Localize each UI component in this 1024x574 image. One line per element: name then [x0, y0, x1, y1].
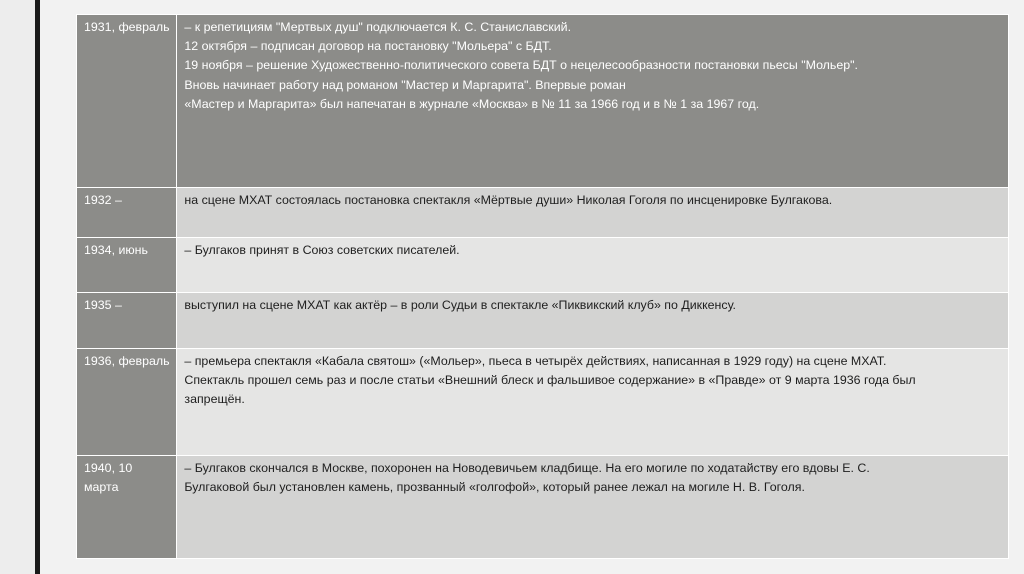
table-row [77, 238, 1009, 293]
table-row [77, 456, 1009, 559]
date-cell [77, 456, 177, 559]
table-row [77, 349, 1009, 456]
timeline-table [76, 14, 1009, 559]
event-cell [177, 456, 1009, 559]
event-line: «Мастер и Маргарита» был напечатан в журнале «Москва» в № 11 за 1966 год и в № 1 за 1967 год. [184, 96, 760, 111]
event-line: – Булгаков принят в Союз советских писателей. [184, 243, 460, 257]
event-line: выступил на сцене МХАТ как актёр – в роли Судьи в спектакле «Пиквикский клуб» по Диккенсу. [184, 298, 736, 312]
left-accent-line [35, 0, 40, 574]
event-line: Спектакль прошел семь раз и после статьи «Внешний блеск и фальшивое содержание» в «Правде» от 9 марта 1936 года был [184, 373, 916, 388]
event-line: – к репетициям "Мертвых душ" подключается К. С. Станиславский. [184, 20, 572, 34]
event-cell [177, 238, 1009, 293]
date-line: марта [84, 480, 119, 495]
left-margin-bar [0, 0, 38, 574]
event-cell [177, 293, 1009, 349]
table-row [77, 15, 1009, 188]
date-cell: 1934, июнь [77, 238, 177, 293]
event-line: запрещён. [184, 392, 245, 407]
date-cell: 1931, февраль [77, 15, 177, 188]
date-line: 1940, 10 [84, 461, 133, 475]
table-row [77, 293, 1009, 349]
event-cell [177, 349, 1009, 456]
event-cell [177, 15, 1009, 188]
event-cell [177, 188, 1009, 238]
date-cell: 1936, февраль [77, 349, 177, 456]
event-line: 19 ноября – решение Художественно-политического совета БДТ о нецелесообразности постановки пьесы "Мольер". [184, 58, 858, 73]
event-line: 12 октября – подписан договор на постановку "Мольера" с БДТ. [184, 39, 552, 54]
date-cell: 1932 – [77, 188, 177, 238]
event-line: на сцене МХАТ состоялась постановка спектакля «Мёртвые души» Николая Гоголя по инсценировке Булгакова. [184, 193, 833, 207]
date-cell: 1935 – [77, 293, 177, 349]
event-line: Булгаковой был установлен камень, прозванный «голгофой», который ранее лежал на могиле Н. В. Гоголя. [184, 480, 805, 495]
event-line: Вновь начинает работу над романом "Мастер и Маргарита". Впервые роман [184, 77, 626, 92]
event-line: – Булгаков скончался в Москве, похоронен на Новодевичьем кладбище. На его могиле по ходатайству его вдовы Е. С. [184, 461, 870, 475]
event-line: – премьера спектакля «Кабала святош» («Мольер», пьеса в четырёх действиях, написанная в 1929 году) на сцене МХАТ. [184, 354, 887, 368]
table-row [77, 188, 1009, 238]
